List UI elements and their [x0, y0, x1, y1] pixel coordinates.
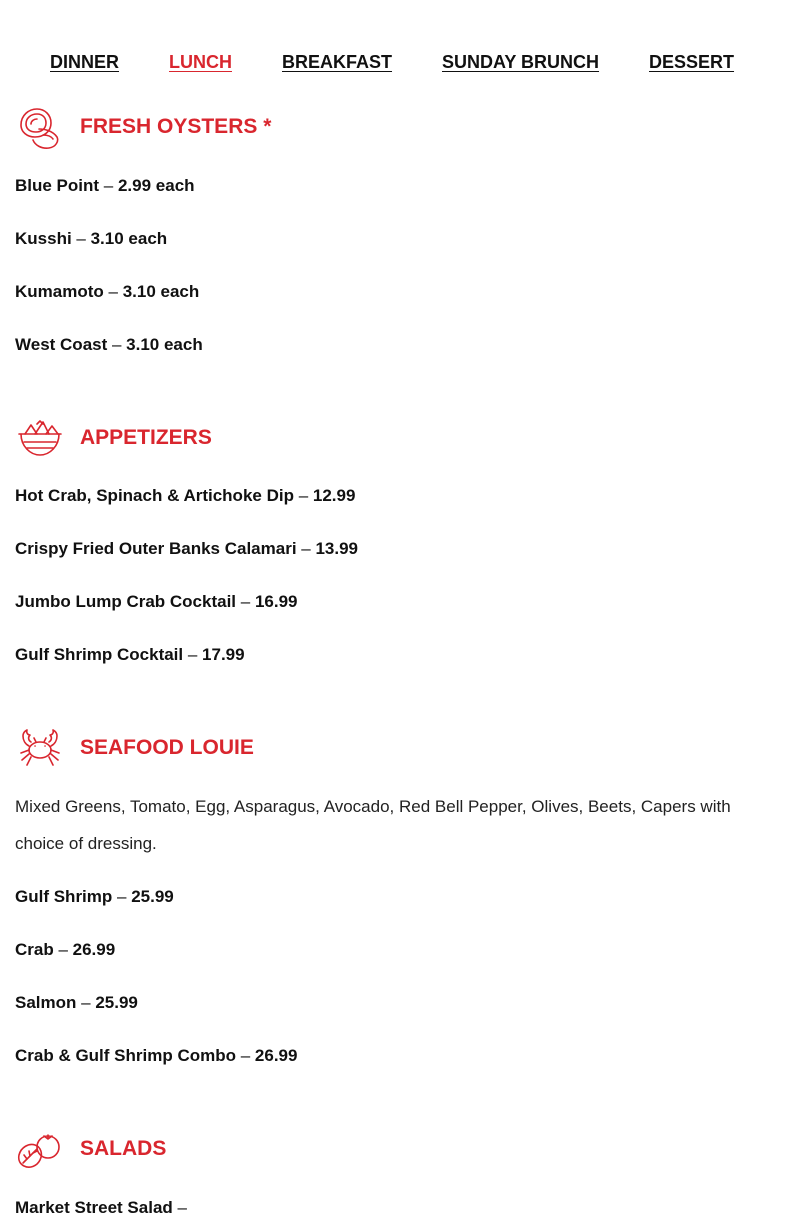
item-dash: –	[107, 335, 127, 354]
item-price: 3.10 each	[90, 229, 168, 248]
item-name: Market Street Salad	[15, 1198, 173, 1217]
item-price: 3.10 each	[122, 282, 200, 301]
menu-tabs	[0, 52, 785, 78]
item-dash: –	[53, 940, 73, 959]
item-dash: –	[236, 1046, 255, 1065]
item-dash: –	[236, 592, 255, 611]
menu-item	[15, 1197, 187, 1219]
item-name: Crab	[15, 940, 54, 959]
item-dash: –	[71, 229, 91, 248]
crab-icon	[15, 724, 65, 770]
item-price: 3.10 each	[126, 335, 203, 354]
menu-item	[15, 538, 358, 560]
item-name: Blue Point	[15, 176, 100, 195]
item-dash: –	[112, 887, 132, 906]
appetizer-bowl-icon	[15, 414, 65, 460]
tab-dinner[interactable]: DINNER	[50, 52, 120, 72]
item-price: 25.99	[95, 993, 138, 1012]
menu-item	[15, 1045, 297, 1067]
menu-item	[15, 485, 355, 507]
oyster-icon	[15, 103, 65, 149]
item-price: 2.99 each	[117, 176, 195, 195]
item-name: Crab & Gulf Shrimp Combo	[15, 1046, 236, 1065]
item-dash: –	[99, 176, 118, 195]
section-title-oysters: FRESH OYSTERS *	[80, 115, 272, 138]
item-dash: –	[76, 993, 96, 1012]
item-name: Gulf Shrimp	[15, 887, 113, 906]
menu-item	[15, 175, 195, 197]
item-dash: –	[293, 486, 313, 505]
vegetables-icon	[15, 1125, 65, 1171]
item-name: Jumbo Lump Crab Cocktail	[15, 592, 237, 611]
menu-item	[15, 281, 199, 303]
menu-item	[15, 644, 245, 666]
section-description: Mixed Greens, Tomato, Egg, Asparagus, Avocado, Red Bell Pepper, Olives, Beets, Capers with choice of dressing.	[15, 797, 731, 853]
section-title-appetizers: APPETIZERS	[80, 426, 212, 449]
menu-item	[15, 228, 167, 250]
item-dash: –	[103, 282, 123, 301]
item-dash: –	[296, 539, 316, 558]
menu-item	[15, 334, 203, 356]
section-title-louie: SEAFOOD LOUIE	[80, 736, 254, 759]
item-price: 26.99	[72, 940, 116, 959]
tab-lunch[interactable]: LUNCH	[169, 52, 232, 72]
item-dash: –	[172, 1198, 187, 1217]
item-price: 13.99	[315, 539, 358, 558]
item-name: Kumamoto	[15, 282, 104, 301]
item-name: West Coast	[15, 335, 108, 354]
item-name: Salmon	[15, 993, 77, 1012]
menu-item	[15, 992, 138, 1014]
item-price: 12.99	[312, 486, 356, 505]
tab-breakfast[interactable]: BREAKFAST	[282, 52, 393, 72]
menu-item	[15, 939, 115, 961]
item-name: Kusshi	[15, 229, 72, 248]
section-title-salads: SALADS	[80, 1137, 167, 1160]
item-name: Gulf Shrimp Cocktail	[15, 645, 184, 664]
item-name: Hot Crab, Spinach & Artichoke Dip	[15, 486, 294, 505]
item-name: Crispy Fried Outer Banks Calamari	[15, 539, 297, 558]
menu-item	[15, 886, 174, 908]
item-price: 17.99	[202, 645, 245, 664]
item-dash: –	[183, 645, 203, 664]
menu-item	[15, 591, 297, 613]
item-price: 26.99	[254, 1046, 298, 1065]
item-price: 16.99	[254, 592, 298, 611]
tab-sunday-brunch[interactable]: SUNDAY BRUNCH	[442, 52, 600, 72]
tab-dessert[interactable]: DESSERT	[649, 52, 735, 72]
item-price: 25.99	[131, 887, 174, 906]
